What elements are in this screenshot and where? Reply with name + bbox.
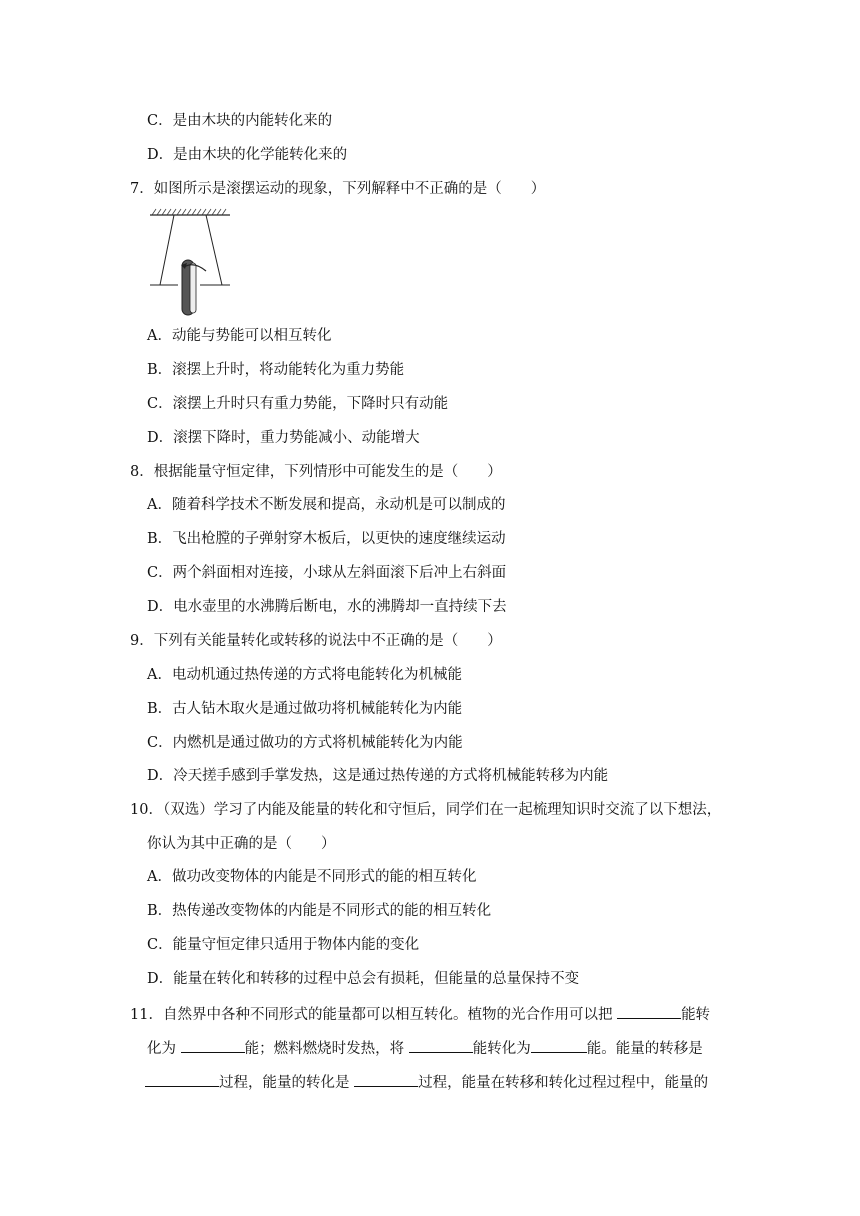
ceiling-hatch <box>150 209 230 215</box>
q6-option-c: C．是由木块的内能转化来的 <box>147 113 333 129</box>
q11-text: 化为 <box>147 1041 181 1057</box>
q11-text: 过程，能量在转移和转化过程过程中，能量的 <box>418 1075 709 1091</box>
q10-option-b: B．热传递改变物体的内能是不同形式的能的相互转化 <box>147 903 492 919</box>
q9-option-a: A．电动机通过热传递的方式将电能转化为机械能 <box>147 667 462 683</box>
answer-blank[interactable] <box>531 1037 587 1053</box>
q8-option-c: C．两个斜面相对连接，小球从左斜面滚下后冲上右斜面 <box>147 565 507 581</box>
answer-blank[interactable] <box>354 1071 418 1087</box>
q10-option-d: D．能量在转化和转移的过程中总会有损耗，但能量的总量保持不变 <box>147 971 580 987</box>
q11-text: 能转化为 <box>472 1041 531 1057</box>
q9-option-c: C．内燃机是通过做功的方式将机械能转化为内能 <box>147 735 463 751</box>
q11-text: 能。能量的转移是 <box>586 1041 703 1057</box>
q6-option-d: D．是由木块的化学能转化来的 <box>147 147 348 163</box>
q10-option-a: A．做功改变物体的内能是不同形式的能的相互转化 <box>147 869 477 885</box>
q7-option-c: C．滚摆上升时只有重力势能，下降时只有动能 <box>147 396 449 412</box>
q11-line-3 <box>145 1071 708 1093</box>
q9-option-d: D．冷天搓手感到手掌发热，这是通过热传递的方式将机械能转移为内能 <box>147 768 609 784</box>
q11-text: 11．自然界中各种不同形式的能量都可以相互转化。植物的光合作用可以把 <box>130 1007 618 1023</box>
q10-stem: 10．（双选）学习了内能及能量的转化和守恒后，同学们在一起梳理知识时交流了以下想法， <box>130 802 722 818</box>
q8-option-b: B．飞出枪膛的子弹射穿木板后，以更快的速度继续运动 <box>147 531 506 547</box>
q7-option-a: A．动能与势能可以相互转化 <box>147 328 332 344</box>
answer-blank[interactable] <box>181 1037 245 1053</box>
q8-option-a: A．随着科学技术不断发展和提高，永动机是可以制成的 <box>147 497 506 513</box>
q10-option-c: C．能量守恒定律只适用于物体内能的变化 <box>147 937 420 953</box>
q7-stem: 7．如图所示是滚摆运动的现象，下列解释中不正确的是（ ） <box>130 181 546 197</box>
answer-blank[interactable] <box>617 1003 681 1019</box>
q8-option-d: D．电水壶里的水沸腾后断电，水的沸腾却一直持续下去 <box>147 599 507 615</box>
q9-option-b: B．古人钻木取火是通过做功将机械能转化为内能 <box>147 701 463 717</box>
q10-stem-continued: 你认为其中正确的是（ ） <box>147 836 336 852</box>
answer-blank[interactable] <box>409 1037 473 1053</box>
q7-option-d: D．滚摆下降时，重力势能减小、动能增大 <box>147 430 420 446</box>
rolling-pendulum-figure <box>148 205 248 320</box>
answer-blank[interactable] <box>145 1071 219 1087</box>
q8-stem: 8．根据能量守恒定律，下列情形中可能发生的是（ ） <box>130 464 502 480</box>
q11-line-2 <box>147 1037 703 1059</box>
q11-text: 过程，能量的转化是 <box>219 1075 355 1091</box>
q11-text: 能转 <box>681 1007 711 1023</box>
q9-stem: 9．下列有关能量转化或转移的说法中不正确的是（ ） <box>130 633 502 649</box>
q7-option-b: B．滚摆上升时，将动能转化为重力势能 <box>147 362 405 378</box>
q11-text: 能；燃料燃烧时发热，将 <box>244 1041 409 1057</box>
q11-line-1 <box>130 1003 710 1025</box>
